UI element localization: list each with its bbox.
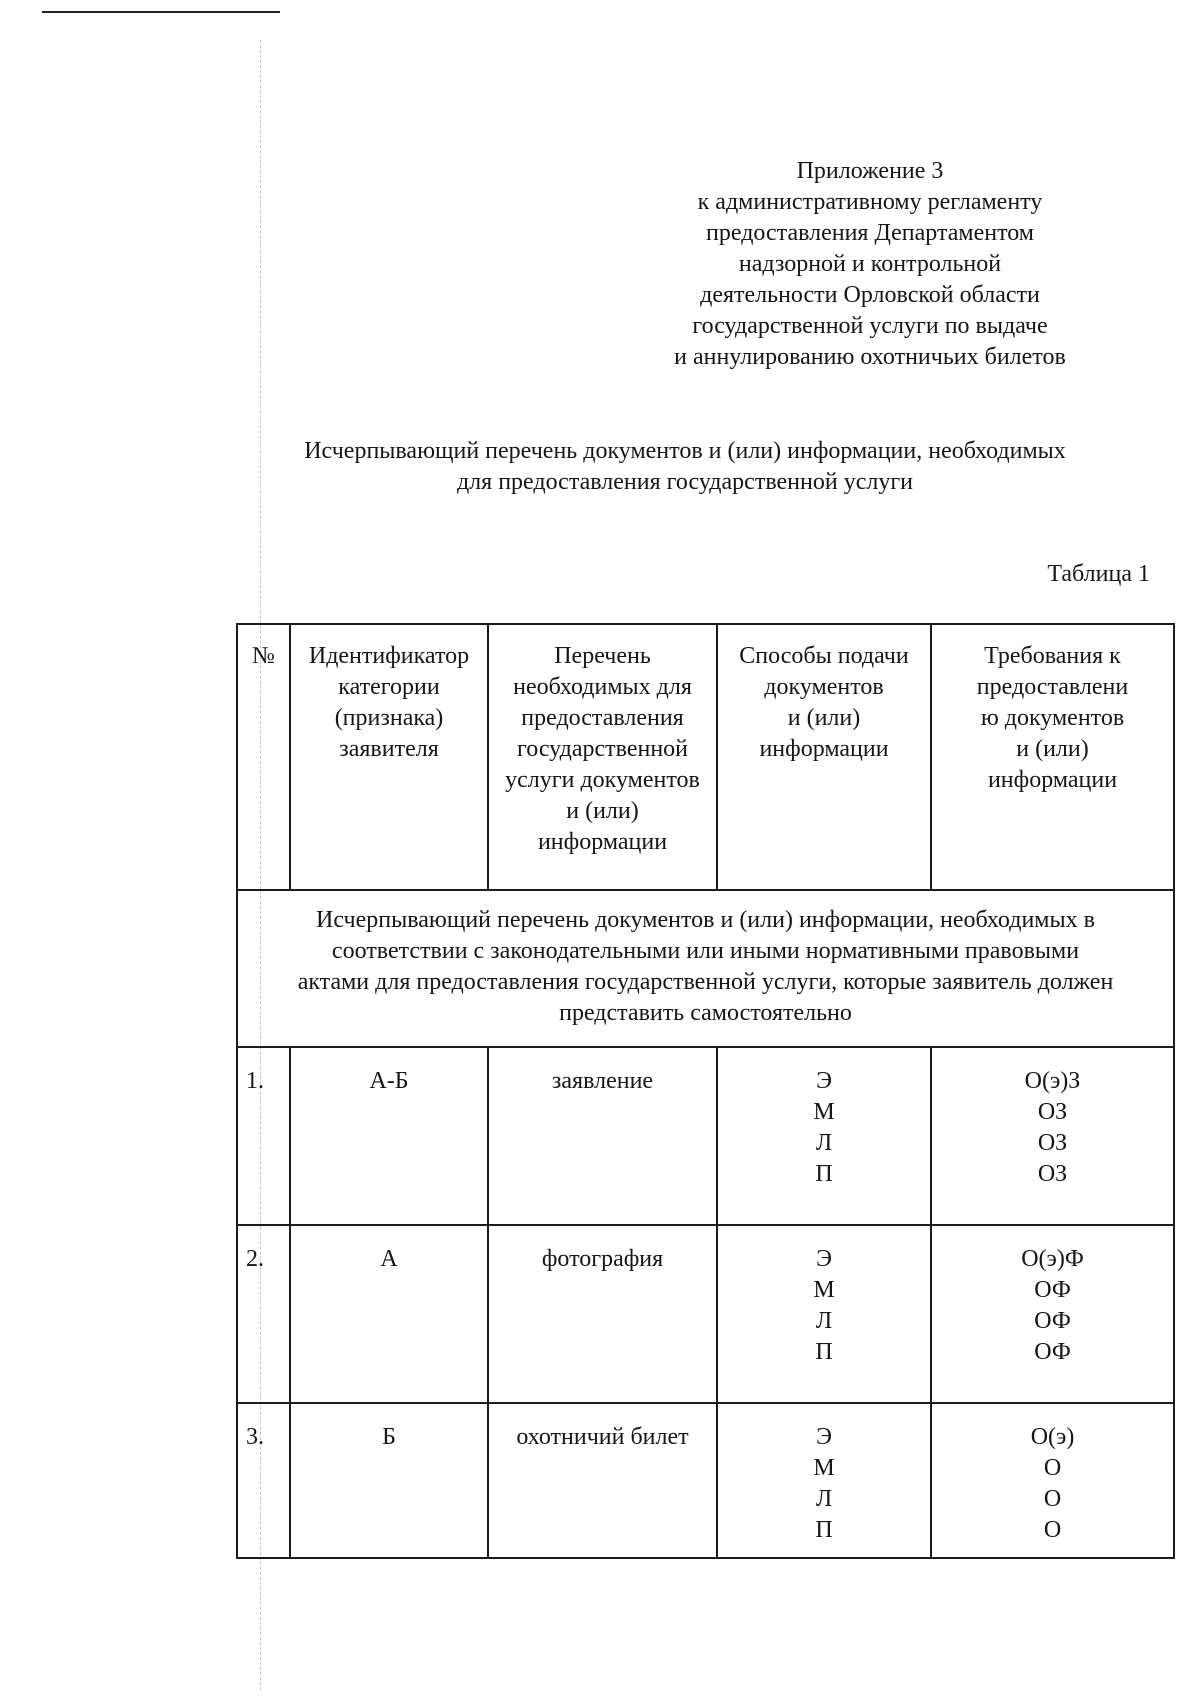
header-documents-line: информации [537,829,668,855]
row-num: 1. [237,1047,290,1225]
documents-table [236,623,1175,1559]
header-methods-line: Способы подачи [739,643,909,669]
method-code: П [815,1339,833,1365]
row-requirements [931,1403,1174,1558]
section-line: Исчерпывающий перечень документов и (или) информации, необходимых в [316,907,1095,933]
row-methods [717,1047,931,1225]
appendix-line: Приложение 3 [796,158,944,184]
requirement-code: ОЗ [1037,1099,1068,1125]
appendix-line: к административному регламенту [697,189,1043,215]
row-num: 2. [237,1225,290,1403]
header-category [290,624,488,890]
top-rule [42,11,280,13]
header-documents-line: государственной [516,736,689,762]
appendix-line: предоставления Департаментом [706,220,1034,246]
table-row [237,1403,1174,1558]
row-methods [717,1225,931,1403]
header-category-line: заявителя [339,736,439,762]
header-requirements-line: Требования к [984,643,1121,669]
document-title [240,436,1130,498]
requirement-code: ОФ [1034,1308,1071,1334]
appendix-line: надзорной и контрольной [738,251,1002,277]
section-line: соответствии с законодательными или иными нормативными правовыми [331,938,1080,964]
row-category: А-Б [290,1047,488,1225]
header-requirements-line: информации [987,767,1118,793]
section-line: представить самостоятельно [559,1000,852,1026]
row-methods [717,1403,931,1558]
title-line-1: Исчерпывающий перечень документов и (или) информации, необходимых [304,438,1066,464]
header-requirements-line: предоставлени [976,674,1129,700]
title-line-2: для предоставления государственной услуги [456,469,914,495]
method-code: Л [815,1308,833,1334]
method-code: Э [816,1068,832,1094]
header-methods-line: информации [759,736,889,762]
header-documents-line: услуги документов [505,767,700,793]
row-category: Б [290,1403,488,1558]
requirement-code: ОФ [1034,1339,1071,1365]
header-documents-line: необходимых для [513,674,692,700]
header-methods [717,624,931,890]
header-category-line: Идентификатор [308,643,470,669]
requirement-code: О(э) [1030,1424,1075,1450]
header-documents [488,624,717,890]
requirement-code: О [1043,1455,1062,1481]
requirement-code: ОФ [1034,1277,1071,1303]
header-documents-line: и (или) [566,798,639,824]
header-num [237,624,290,890]
table-row [237,1225,1174,1403]
header-methods-line: документов [764,674,884,700]
header-category-line: (признака) [334,705,444,731]
header-requirements-line: и (или) [1016,736,1089,762]
header-documents-line: предоставления [521,705,684,731]
row-document: охотничий билет [488,1403,717,1558]
method-code: М [813,1455,835,1481]
method-code: М [813,1099,835,1125]
requirement-code: О(э)З [1024,1068,1081,1094]
appendix-header [640,156,1100,373]
method-code: Л [815,1486,833,1512]
requirement-code: О [1043,1517,1062,1543]
section-line: актами для предоставления государственной услуги, которые заявитель должен [297,969,1114,995]
header-documents-line: Перечень [554,643,651,669]
method-code: Э [816,1246,832,1272]
method-code: П [815,1161,833,1187]
method-code: П [815,1517,833,1543]
method-code: М [813,1277,835,1303]
row-document: заявление [488,1047,717,1225]
section-row [237,890,1174,1047]
header-num-text: № [252,643,275,669]
requirement-code: ОЗ [1037,1130,1068,1156]
table-header-row [237,624,1174,890]
row-requirements [931,1047,1174,1225]
header-requirements-line: ю документов [980,705,1125,731]
requirement-code: О [1043,1486,1062,1512]
method-code: Л [815,1130,833,1156]
row-requirements [931,1225,1174,1403]
row-num: 3. [237,1403,290,1558]
header-category-line: категории [338,674,440,700]
header-requirements [931,624,1174,890]
appendix-line: деятельности Орловской области [700,282,1040,308]
requirement-code: ОЗ [1037,1161,1068,1187]
method-code: Э [816,1424,832,1450]
section-heading [237,890,1174,1047]
appendix-line: и аннулированию охотничьих билетов [674,344,1066,370]
table-row [237,1047,1174,1225]
requirement-code: О(э)Ф [1021,1246,1084,1272]
header-methods-line: и (или) [787,705,861,731]
appendix-line: государственной услуги по выдаче [692,313,1048,339]
table-label: Таблица 1 [1047,561,1150,587]
row-category: А [290,1225,488,1403]
row-document: фотография [488,1225,717,1403]
